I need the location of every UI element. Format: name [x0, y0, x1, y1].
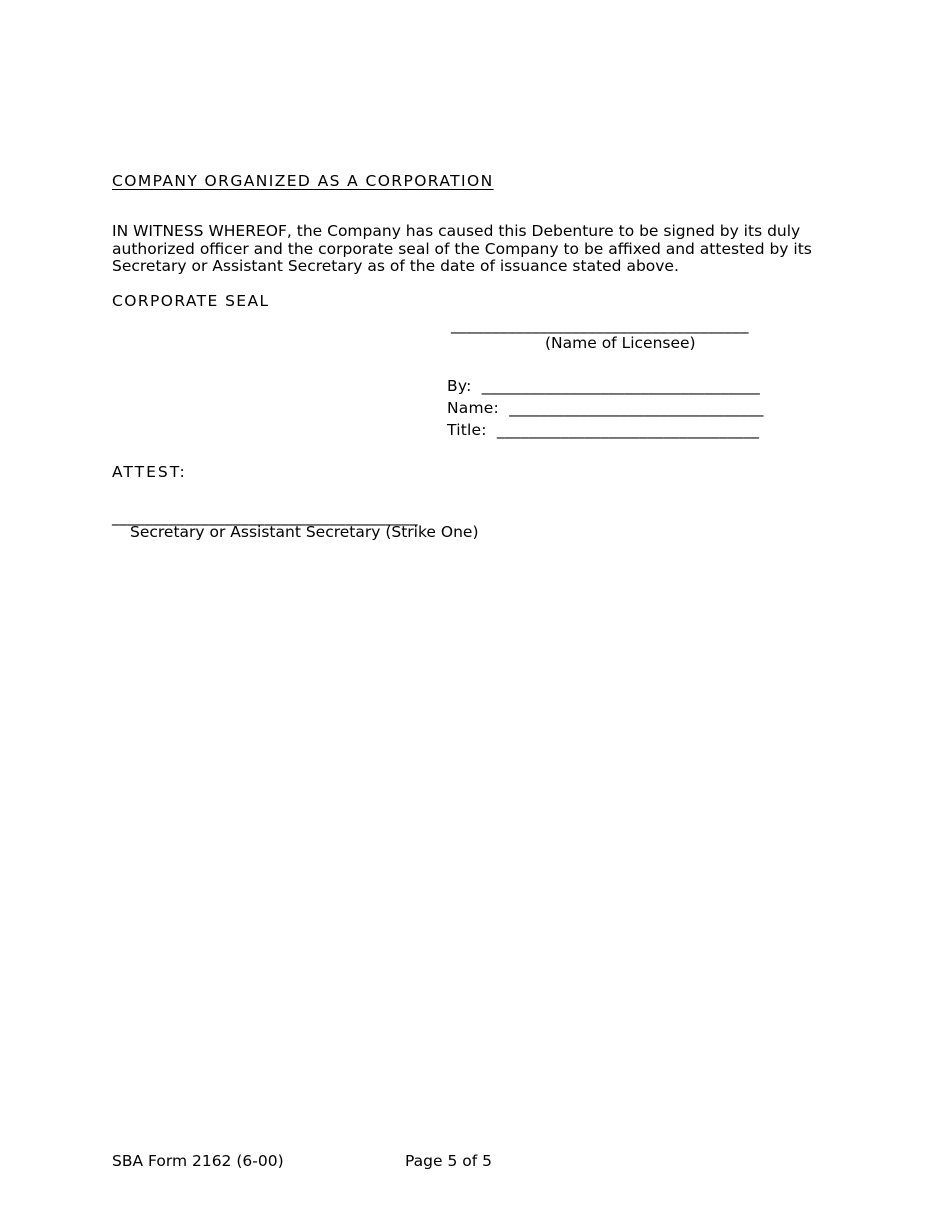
attest-signature-line: ______________________________________ [112, 508, 418, 526]
footer-page-number: Page 5 of 5 [405, 1152, 492, 1170]
footer-form-id: SBA Form 2162 (6-00) [112, 1152, 284, 1170]
section-heading: COMPANY ORGANIZED AS A CORPORATION [112, 172, 494, 190]
by-signature-line: By: ___________________________________ [447, 377, 761, 395]
attest-caption: Secretary or Assistant Secretary (Strike One) [130, 523, 479, 541]
witness-line: Secretary or Assistant Secretary as of the date of issuance stated above. [112, 257, 679, 275]
licensee-caption: (Name of Licensee) [545, 334, 696, 352]
witness-line: IN WITNESS WHEREOF, the Company has caused this Debenture to be signed by its duly [112, 222, 801, 240]
title-signature-line: Title: _________________________________ [447, 421, 760, 439]
corporate-seal-label: CORPORATE SEAL [112, 292, 270, 310]
attest-label: ATTEST: [112, 463, 187, 481]
witness-paragraph [112, 223, 812, 276]
licensee-signature-line: _____________________________________ [451, 316, 749, 334]
name-signature-line: Name: ________________________________ [447, 399, 764, 417]
witness-line: authorized officer and the corporate seal of the Company to be affixed and attested by its [112, 239, 812, 258]
